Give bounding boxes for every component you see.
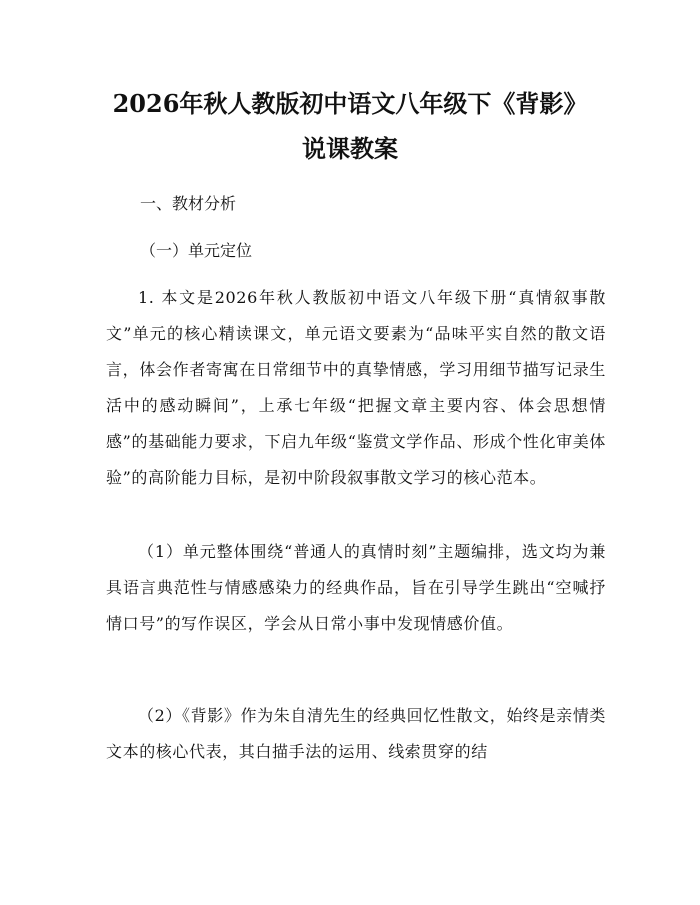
section-heading: 一、教材分析 (140, 194, 237, 213)
paragraph-2: （1）单元整体围绕“普通人的真情时刻”主题编排，选文均为兼具语言典范性与情感感染力的经典作品，旨在引导学生跳出“空喊抒情口号”的写作误区，学会从日常小事中发现情感价值。 (106, 542, 606, 633)
paragraph-1: 1. 本文是2026年秋人教版初中语文八年级下册“真情叙事散文”单元的核心精读课文，单元语文要素为“品味平实自然的散文语言，体会作者寄寓在日常细节中的真挚情感，学习用细节描写记录生活中的感动瞬间”，上承七年级“把握文章主要内容、体会思想情感”的基础能力要求，下启九年级“鉴赏文学作品、形成个性化审美体验”的高阶能力目标，是初中阶段叙事散文学习的核心范本。 (106, 288, 606, 487)
document-title-line-2: 说课教案 (302, 134, 398, 163)
subsection-heading: （一）单元定位 (140, 241, 253, 260)
document-title-line-1: 2026年秋人教版初中语文八年级下《背影》 (112, 89, 588, 118)
paragraph-3: （2）《背影》作为朱自清先生的经典回忆性散文，始终是亲情类文本的核心代表，其白描手法的运用、线索贯穿的结 (106, 706, 606, 761)
